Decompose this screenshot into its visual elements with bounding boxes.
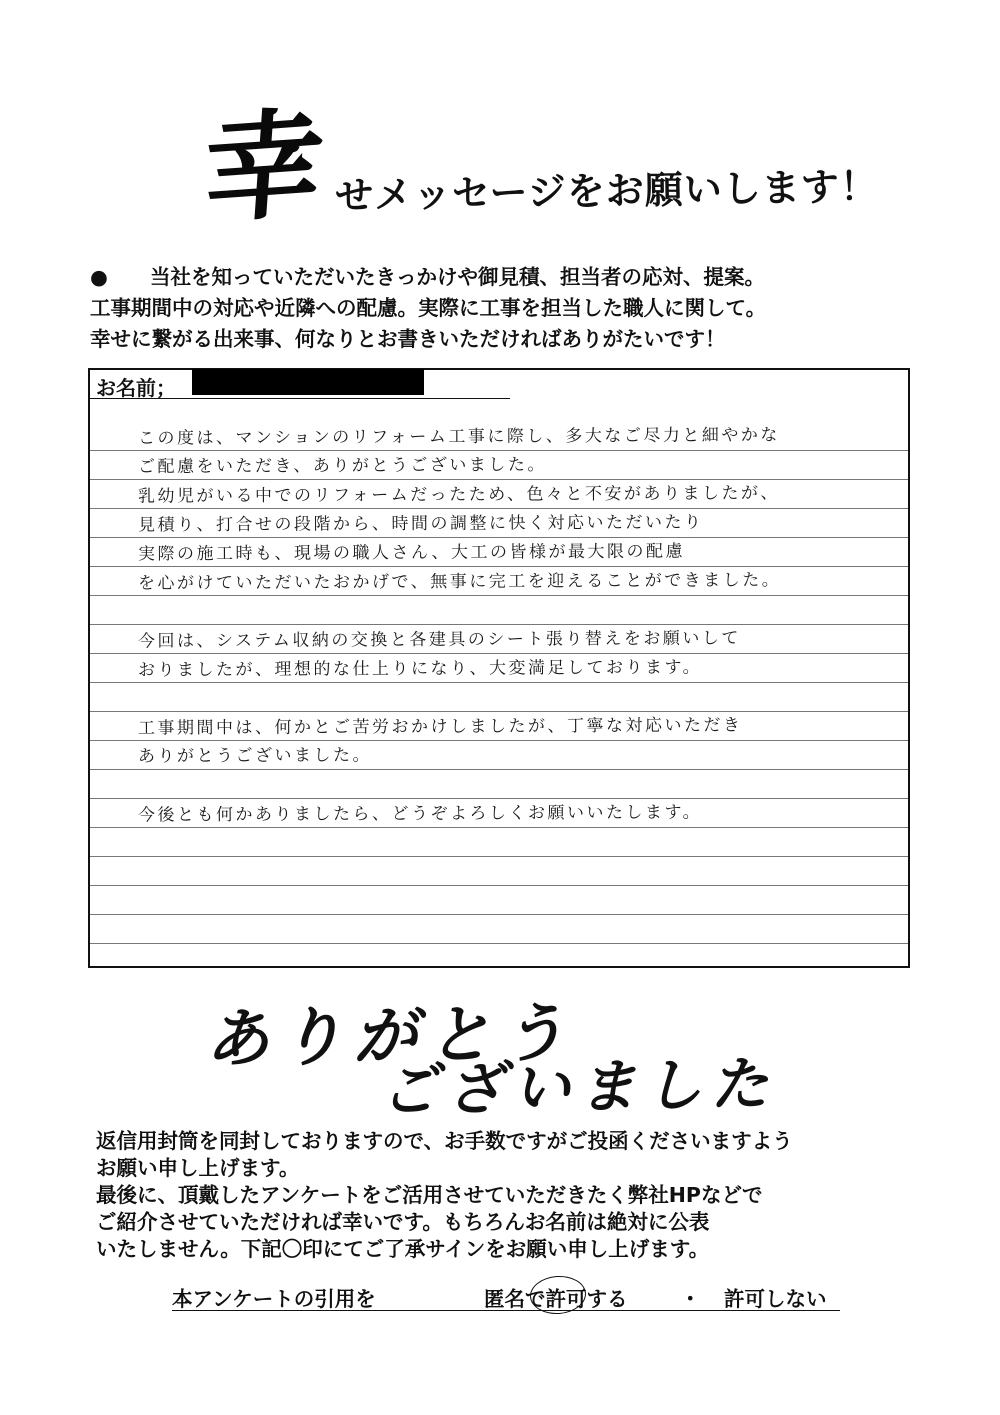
message-line: を心がけていただいたおかげで、無事に完工を迎えることができました。 (137, 570, 782, 594)
name-redaction (192, 369, 424, 395)
intro-text: 当社を知っていただいたきっかけや御見積、担当者の応対、提案。 (150, 265, 765, 289)
message-line: ご配慮をいただき、ありがとうございました。 (137, 454, 547, 478)
closing-line: 最後に、頂戴したアンケートをご活用させていただきたく弊社HPなどで (96, 1183, 763, 1207)
consent-underline (172, 1310, 840, 1311)
intro-line (90, 262, 950, 293)
closing-line: ご紹介させていただければ幸いです。もちろんお名前は絶対に公表 (96, 1210, 710, 1234)
ruled-line (90, 682, 908, 683)
name-underline (90, 398, 510, 399)
thanks-line-1: ありがとう (204, 995, 576, 1078)
intro-block (90, 262, 950, 355)
header-title: せメッセージをお願いします！ (334, 164, 880, 218)
thanks-line-2: ございました (379, 1049, 777, 1125)
closing-line: お願い申し上げます。 (96, 1156, 300, 1180)
closing-line: いたしません。下記〇印にてご了承サインをお願い申し上げます。 (96, 1237, 710, 1261)
bullet-icon: ● (90, 265, 108, 289)
ruled-line (90, 769, 908, 770)
header-kanji: 幸 (199, 93, 329, 240)
ruled-line (90, 856, 908, 857)
message-line: 工事期間中は、何かとご苦労おかけしましたが、丁寧な対応いただき (137, 715, 743, 739)
intro-line: 工事期間中の対応や近隣への配慮。実際に工事を担当した職人に関して。 (90, 296, 767, 320)
ruled-line (90, 914, 908, 915)
ruled-line (90, 827, 908, 828)
ruled-line (90, 885, 908, 886)
consent-row (172, 1282, 842, 1314)
intro-line: 幸せに繋がる出来事、何なりとお書きいただければありがたいです！ (90, 327, 726, 351)
message-line: 実際の施工時も、現場の職人さん、大工の皆様が最大限の配慮 (137, 541, 686, 565)
message-line: 乳幼児がいる中でのリフォームだったため、色々と不安がありましたが、 (137, 483, 781, 507)
message-line: この度は、マンションのリフォーム工事に際し、多大なご尽力と細やかな (137, 425, 780, 449)
ruled-line (90, 595, 908, 596)
message-box (88, 368, 910, 968)
message-line: おりましたが、理想的な仕上りになり、大変満足しております。 (137, 657, 703, 681)
message-line: ありがとうございました。 (137, 745, 373, 767)
option-deny[interactable]: 許可しない (724, 1287, 827, 1311)
closing-line: 返信用封筒を同封しておりますので、お手数ですがご投函くださいますよう (96, 1129, 793, 1153)
name-label: お名前； (96, 376, 176, 400)
consent-prefix: 本アンケートの引用を (172, 1287, 376, 1311)
message-line: 今回は、システム収納の交換と各建具のシート張り替えをお願いして (137, 628, 741, 652)
option-anonymous-allow[interactable]: 匿名で許可する (484, 1287, 628, 1311)
message-line: 今後とも何かありましたら、どうぞよろしくお願いいたします。 (137, 802, 703, 826)
consent-separator: ・ (680, 1287, 701, 1311)
message-line: 見積り、打合せの段階から、時間の調整に快く対応いただいたり (137, 512, 704, 536)
closing-block (96, 1128, 956, 1263)
ruled-line (90, 943, 908, 944)
